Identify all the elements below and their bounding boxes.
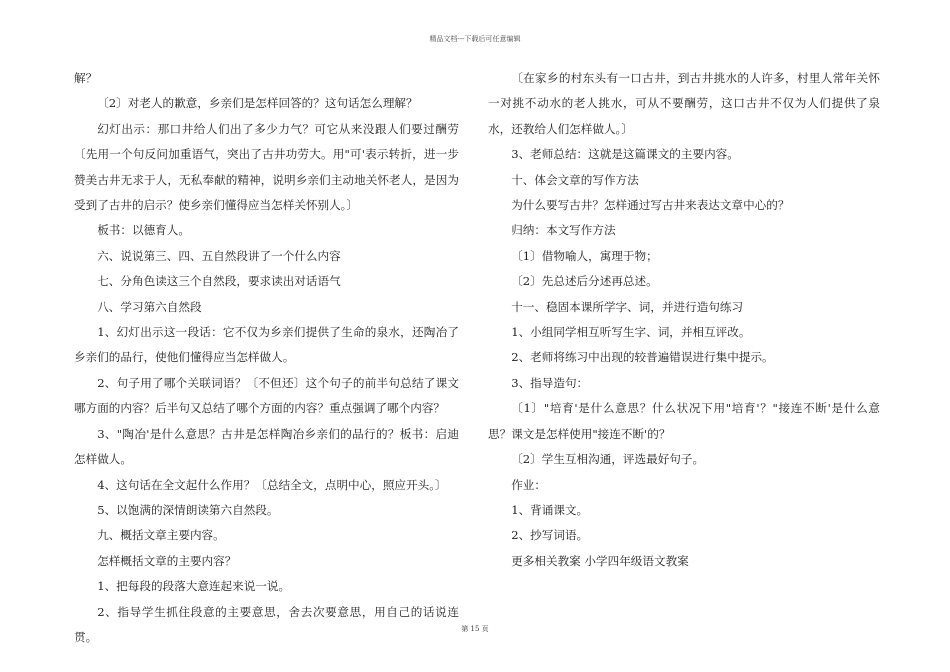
paragraph: 3、老师总结：这就是这篇课文的主要内容。 [511, 147, 739, 162]
paragraph: 1、把每段的段落大意连起来说一说。 [97, 579, 291, 594]
paragraph: 为什么要写古井？怎样通过写古井来表达文章中心的？ [511, 198, 790, 213]
section-heading: 十、体会文章的写作方法 [511, 172, 639, 187]
left-column [74, 66, 459, 650]
paragraph: 〔2〕对老人的歉意，乡亲们是怎样回答的？这句话怎么理解？ [97, 96, 418, 111]
paragraph: 5、以饱满的深情朗读第六自然段。 [97, 502, 279, 517]
paragraph: 怎样概括文章的主要内容？ [97, 553, 237, 568]
section-heading: 八、学习第六自然段 [97, 299, 202, 314]
paragraph: 〔1〕"培育'是什么意思？什么状况下用"培育'？"接连不断'是什么意思？课文是怎样使用"接连不断'的？ [488, 401, 880, 441]
right-column [488, 66, 880, 574]
paragraph: 2、老师将练习中出现的较普遍错误进行集中提示。 [511, 350, 774, 365]
paragraph: 1、小组同学相互听写生字、词，并相互评改。 [511, 325, 751, 340]
paragraph: 归纳：本文写作方法 [511, 223, 616, 238]
paragraph: 3、指导造句： [511, 375, 589, 390]
related-link[interactable]: 更多相关教案 小学四年级语文教案 [511, 553, 689, 568]
paragraph: 2、抄写词语。 [511, 528, 589, 543]
paragraph: 4、这句话在全文起什么作用？〔总结全文，点明中心，照应开头。〕 [97, 477, 447, 492]
section-heading: 六、说说第三、四、五自然段讲了一个什么内容 [97, 248, 341, 263]
section-heading: 十一、稳固本课所学字、词，并进行造句练习 [511, 299, 744, 314]
paragraph: 1、背诵课文。 [511, 502, 589, 517]
paragraph: 1、幻灯出示这一段话：它不仅为乡亲们提供了生命的泉水，还陶冶了乡亲们的品行，使他们懂得应当怎样做人。 [74, 325, 459, 365]
paragraph: 〔2〕先总述后分述再总述。 [511, 274, 658, 289]
paragraph: 〔2〕学生互相沟通，评选最好句子。 [511, 452, 705, 467]
paragraph: 2、指导学生抓住段意的主要意思，舍去次要意思，用自己的话说连贯。 [74, 604, 459, 644]
paragraph: 2、句子用了哪个关联词语？〔不但还〕这个句子的前半句总结了课文哪方面的内容？后半句又总结了哪个方面的内容？重点强调了哪个内容？ [74, 375, 459, 416]
paragraph: 3、"陶冶'是什么意思？古井是怎样陶冶乡亲们的品行的？板书：启迪怎样做人。 [74, 426, 459, 467]
paragraph: 解？ [74, 71, 98, 85]
page-number: 第 15 页 [461, 625, 489, 633]
page-header: 精品文档---下载后可任意编辑 [429, 35, 521, 43]
paragraph: 〔在家乡的村东头有一口古井，到古井挑水的人许多，村里人常年关怀一对挑不动水的老人挑水，可从不要酬劳，这口古井不仅为人们提供了泉水，还教给人们怎样做人。〕 [488, 71, 880, 136]
paragraph: 板书：以德育人。 [97, 223, 190, 238]
paragraph: 〔1〕借物喻人，寓理于物； [511, 248, 658, 263]
paragraph: 幻灯出示：那口井给人们出了多少力气？可它从来没跟人们要过酬劳〔先用一个句反问加重语气，突出了古井功劳大。用"可'表示转折，进一步赞美古井无求于人，无私奉献的精神，说明乡亲们主动地关怀老人，是因为受到了古井的启示？使乡亲们懂得应当怎样关怀别人。〕 [74, 121, 459, 213]
homework-label: 作业： [511, 477, 546, 492]
section-heading: 九、概括文章主要内容。 [97, 528, 225, 543]
section-heading: 七、分角色读这三个自然段，要求读出对话语气 [97, 274, 341, 289]
